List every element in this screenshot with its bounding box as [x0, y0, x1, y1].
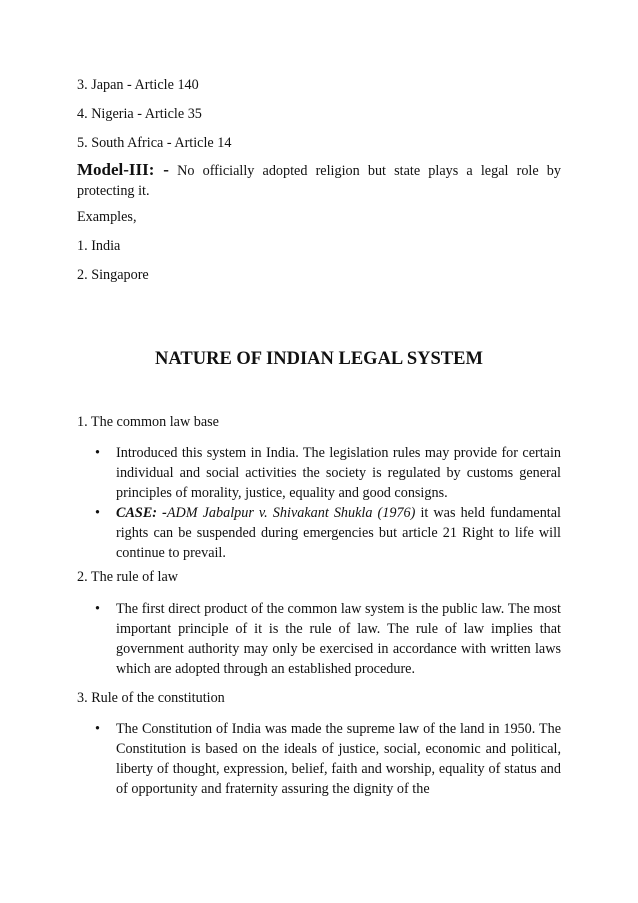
bullet-item-case: [95, 503, 561, 563]
list-item-south-africa: 5. South Africa - Article 14: [77, 135, 232, 151]
case-label: CASE: -: [116, 505, 167, 521]
bullet-text: The first direct product of the common law system is the public law. The most important principle of it is the rule of law. The rule of law implies that government authority may only be exercised in accordance with written laws which are adopted through an established procedure.: [116, 601, 561, 677]
bullet-text: The Constitution of India was made the supreme law of the land in 1950. The Constitution is based on the ideals of justice, social, economic and political, liberty of thought, expression, belief, faith and worship, equality of status and of opportunity and fraternity assuring the dignity of the: [116, 721, 561, 797]
section-1-bullets: [95, 443, 561, 563]
bullet-icon: •: [95, 505, 100, 521]
model-iii-text: No officially adopted religion but state plays a legal role by protecting it.: [77, 163, 561, 199]
section-1-title: 1. The common law base: [77, 414, 219, 430]
list-item-nigeria: 4. Nigeria - Article 35: [77, 106, 202, 122]
bullet-icon: •: [95, 445, 100, 461]
list-item-japan: 3. Japan - Article 140: [77, 77, 199, 93]
bullet-item: [95, 719, 561, 799]
model-iii-title: Model-III: -: [77, 160, 169, 179]
section-2-bullets: [95, 599, 561, 679]
example-singapore: 2. Singapore: [77, 267, 149, 283]
section-2-title: 2. The rule of law: [77, 569, 178, 585]
bullet-icon: •: [95, 601, 100, 617]
section-3-bullets: [95, 719, 561, 799]
bullet-text: Introduced this system in India. The legislation rules may provide for certain individual and social activities the society is regulated by customs general principles of morality, justice, equality and good consigns.: [116, 445, 561, 501]
section-3-title: 3. Rule of the constitution: [77, 690, 225, 706]
model-iii-paragraph: [77, 160, 561, 201]
case-text: it was held fundamental rights can be suspended during emergencies but article 21 Right to life will continue to prevail.: [116, 505, 561, 561]
bullet-item: [95, 443, 561, 503]
bullet-item: [95, 599, 561, 679]
bullet-icon: •: [95, 721, 100, 737]
case-name: ADM Jabalpur v. Shivakant Shukla (1976): [166, 505, 416, 521]
example-india: 1. India: [77, 238, 121, 254]
examples-label: Examples,: [77, 209, 137, 225]
section-heading: NATURE OF INDIAN LEGAL SYSTEM: [155, 349, 483, 369]
